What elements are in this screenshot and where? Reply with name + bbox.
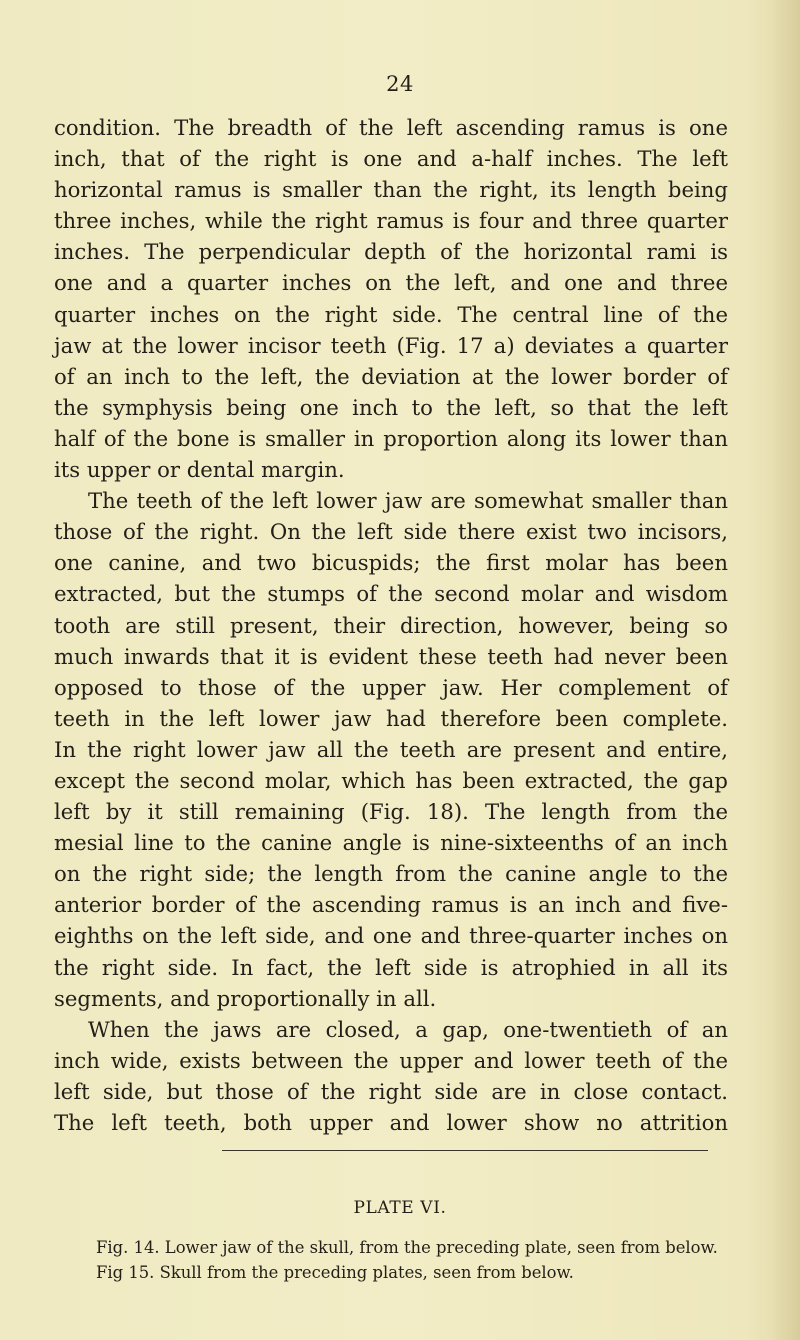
text-line: one canine, and two bicuspids; the first molar has been [54, 550, 728, 576]
text-line: extracted, but the stumps of the second molar and wisdom [54, 581, 728, 607]
text-line: horizontal ramus is smaller than the right, its length being [54, 177, 728, 203]
text-line: one and a quarter inches on the left, and one and three [54, 270, 728, 296]
text-line: of an inch to the left, the deviation at the lower border of [54, 363, 728, 389]
text-line: much inwards that it is evident these teeth had never been [54, 643, 728, 669]
text-line: inch, that of the right is one and a-half inches. The left [54, 146, 728, 172]
text-line: inches. The perpendicular depth of the horizontal rami is [54, 239, 728, 265]
figure-caption: Fig. 14. Lower jaw of the skull, from the preceding plate, seen from below. [96, 1238, 718, 1257]
figure-caption: Fig 15. Skull from the preceding plates, seen from below. [96, 1263, 574, 1282]
text-line: mesial line to the canine angle is nine-sixteenths of an inch [54, 830, 728, 856]
figure-captions [96, 1235, 736, 1285]
text-line: anterior border of the ascending ramus is an inch and five- [54, 892, 728, 918]
text-line: on the right side; the length from the canine angle to the [54, 861, 728, 887]
text-line: eighths on the left side, and one and three-quarter inches on [54, 923, 728, 949]
text-line: the symphysis being one inch to the left, so that the left [54, 394, 728, 420]
text-line: opposed to those of the upper jaw. Her complement of [54, 674, 728, 700]
text-line: condition. The breadth of the left ascending ramus is one [54, 115, 728, 140]
text-line: tooth are still present, their direction, however, being so [54, 612, 728, 638]
divider-rule [222, 1150, 708, 1151]
text-line: the right side. In fact, the left side is atrophied in all its [54, 954, 728, 980]
plate-title: PLATE VI. [353, 1198, 447, 1218]
text-line: inch wide, exists between the upper and lower teeth of the [54, 1047, 728, 1073]
text-line: jaw at the lower incisor teeth (Fig. 17 a) deviates a quarter [54, 332, 728, 358]
body-text [54, 112, 728, 1138]
text-line: quarter inches on the right side. The central line of the [54, 301, 728, 327]
text-line: The left teeth, both upper and lower show no attrition [54, 1110, 728, 1135]
text-line: those of the right. On the left side there exist two incisors, [54, 519, 728, 545]
text-line: left side, but those of the right side are in close contact. [54, 1078, 728, 1104]
text-line: In the right lower jaw all the teeth are present and entire, [54, 736, 728, 762]
page-number: 24 [386, 72, 414, 96]
text-line: teeth in the left lower jaw had therefore been complete. [54, 705, 728, 731]
text-line: left by it still remaining (Fig. 18). The length from the [54, 799, 728, 825]
text-line: half of the bone is smaller in proportion along its lower than [54, 425, 728, 451]
text-line: When the jaws are closed, a gap, one-twentieth of an [88, 1016, 728, 1042]
page-edge-shadow [770, 0, 800, 1340]
text-line: The teeth of the left lower jaw are somewhat smaller than [88, 488, 728, 514]
text-line: except the second molar, which has been extracted, the gap [54, 767, 728, 793]
text-line: its upper or dental margin. [54, 457, 345, 483]
text-line: segments, and proportionally in all. [54, 985, 437, 1011]
text-line: three inches, while the right ramus is four and three quarter [54, 208, 728, 234]
